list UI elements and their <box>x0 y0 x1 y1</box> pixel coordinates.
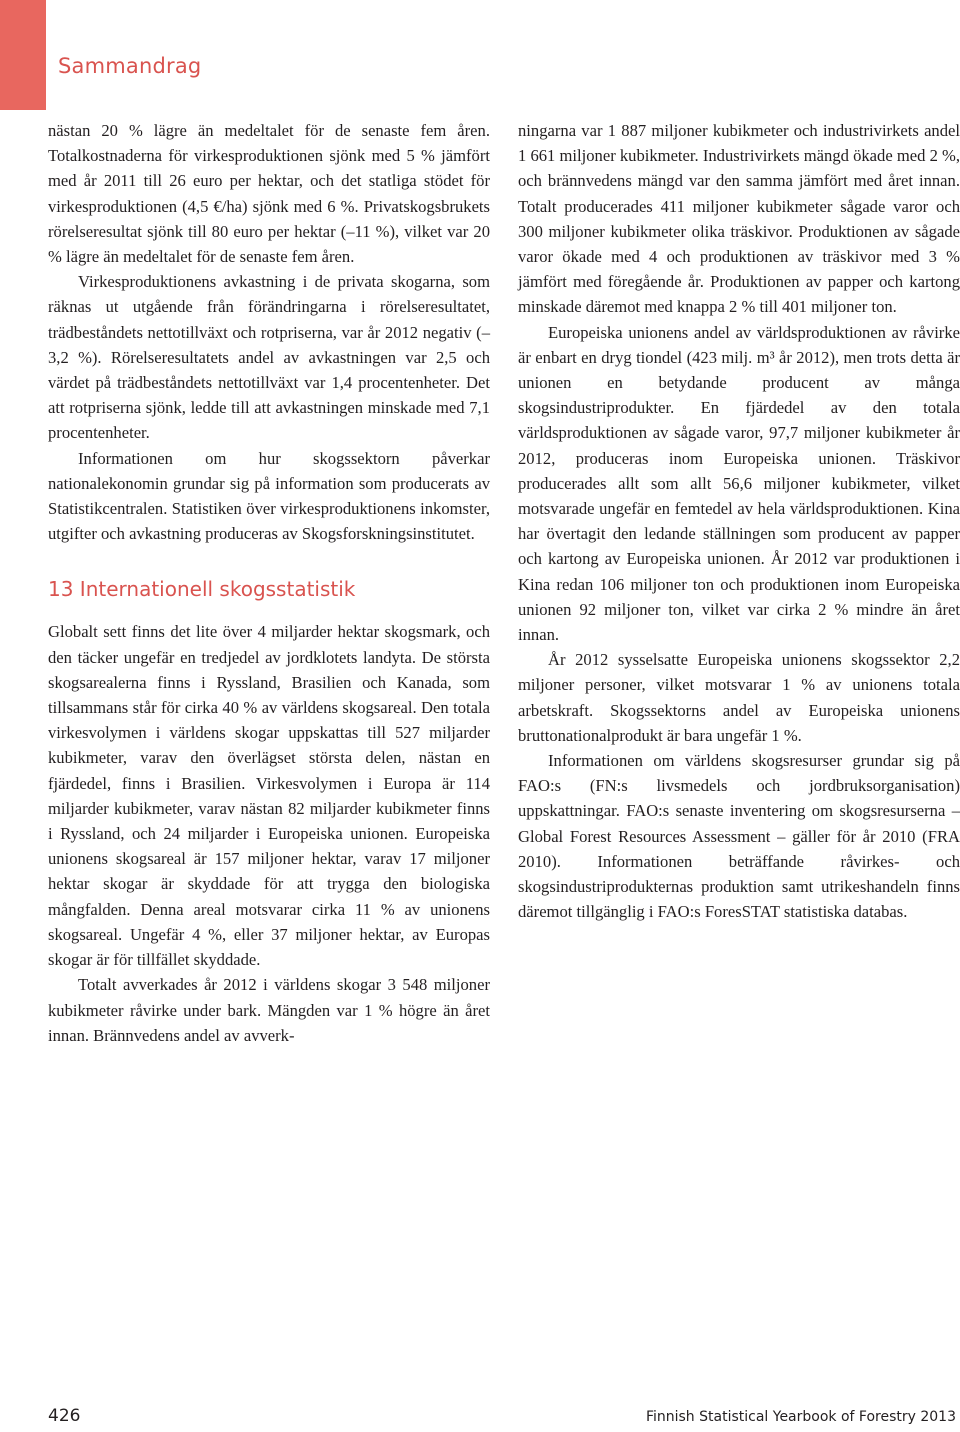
left-text-column <box>48 118 490 1048</box>
paragraph: Informationen om världens skogsresurser grundar sig på FAO:s (FN:s livsmedels och jordbruksorganisation) uppskattningar. FAO:s senaste inventering om skogsresurserna – Global Forest Resources Assessment – gäller för år 2010 (FRA 2010). Informationen beträffande råvirkes- och skogsindustriprodukternas produktion samt utrikeshandeln finns däremot tillgänglig i FAO:s ForesSTAT statistiska databas. <box>518 751 960 922</box>
running-header-title: Sammandrag <box>58 54 202 78</box>
paragraph: Virkesproduktionens avkastning i de privata skogarna, som räknas ut utgående från förändringarna i rörelseresultatet, trädbeståndets nettotillväxt och rotpriserna, var år 2012 negativ (–3,2 %). Rörelseresultatets andel av avkastningen var 2,5 och värdet på trädbeståndets nettotillväxt var 1,4 procentenheter. Det att rotpriserna sjönk, ledde till att avkastningen minskade med 7,1 procentenheter. <box>48 272 490 443</box>
paragraph: ningarna var 1 887 miljoner kubikmeter och industrivirkets andel 1 661 miljoner kubikmeter. Industrivirkets mängd ökade med 2 %, och brännvedens mängd var den samma jämfört med året innan. Totalt producerades 411 miljoner kubikmeter sågade varor och 300 miljoner kubikmeter olika träskivor. Produktionen av sågade varor ökade med 4 och produktionen av träskivor med 3 % jämfört med föregående år. Produktionen av papper och kartong minskade däremot med knappa 2 % till 401 miljoner ton. <box>518 121 960 317</box>
section-color-tab <box>0 0 46 110</box>
paragraph: Totalt avverkades år 2012 i världens skogar 3 548 miljoner kubikmeter råvirke under bark. Mängden var 1 % högre än året innan. Brännvedens andel av avverk- <box>48 975 490 1045</box>
right-text-column <box>518 118 960 925</box>
paragraph: Globalt sett finns det lite över 4 miljarder hektar skogsmark, och den täcker ungefär en tredjedel av jordklotets landyta. De största skogsarealerna finns i Ryssland, Brasilien och Kanada, som tillsammans står för cirka 40 % av världens skogsareal. Den totala virkesvolymen i världens skogar uppskattas till 527 miljarder kubikmeter, varav den överlägset största delen, nästan en fjärdedel, finns i Brasilien. Virkesvolymen i Europa är 114 miljarder kubikmeter, varav nästan 82 miljarder kubikmeter finns i Ryssland, och 24 miljarder i Europeiska unionen. Europeiska unionens skogsareal är 157 miljoner hektar, varav 17 miljoner hektar skogar är skyddade för att trygga den biologiska mångfalden. Denna areal motsvarar cirka 11 % av unionens skogsareal. Ungefär 4 %, eller 37 miljoner hektar, av Europas skogar är för tillfället skyddade. <box>48 622 490 970</box>
publication-title: Finnish Statistical Yearbook of Forestry 2013 <box>645 1409 956 1425</box>
section-heading: 13 Internationell skogsstatistik <box>48 577 356 602</box>
paragraph: År 2012 sysselsatte Europeiska unionens skogssektor 2,2 miljoner personer, vilket motsvarar 1 % av unionens totala arbetskraft. Skogssektorns andel av Europeiska unionens bruttonationalprodukt är bara ungefär 1 %. <box>518 650 960 745</box>
paragraph: nästan 20 % lägre än medeltalet för de senaste fem åren. Totalkostnaderna för virkesproduktionen sjönk med 5 % jämfört med år 2011 till 26 euro per hektar, och det statliga stödet för virkesproduktionen (4,5 €/ha) sjönk med 6 %. Privatskogsbrukets rörelseresultat sjönk till 80 euro per hektar (–11 %), vilket var 20 % lägre än medeltalet för de senaste fem åren. <box>48 121 490 267</box>
page-number: 426 <box>48 1406 81 1426</box>
paragraph: Europeiska unionens andel av världsproduktionen av råvirke är enbart en dryg tiondel (423 milj. m³ år 2012), men trots detta är unionen en betydande producent av många skogsindustriprodukter. En fjärdedel av den totala världsproduktionen av sågade varor, 97,7 miljoner kubikmeter år 2012, produceras inom Europeiska unionen. Träskivor producerades allt som allt 56,6 miljoner kubikmeter, vilket motsvarade ungefär en femtedel av hela världsproduktionen. Kina har övertagit den ledande ställningen som producent av papper och kartong av Europeiska unionen. År 2012 var produktionen i Kina redan 106 miljoner ton och produktionen inom Europeiska unionen 92 miljoner ton, vilket var cirka 2 % mindre än året innan. <box>518 322 960 645</box>
paragraph: Informationen om hur skogssektorn påverkar nationalekonomin grundar sig på information som producerats av Statistikcentralen. Statistiken över virkesproduktionens inkomster, utgifter och avkastning produceras av Skogsforskningsinstitutet. <box>48 448 490 544</box>
